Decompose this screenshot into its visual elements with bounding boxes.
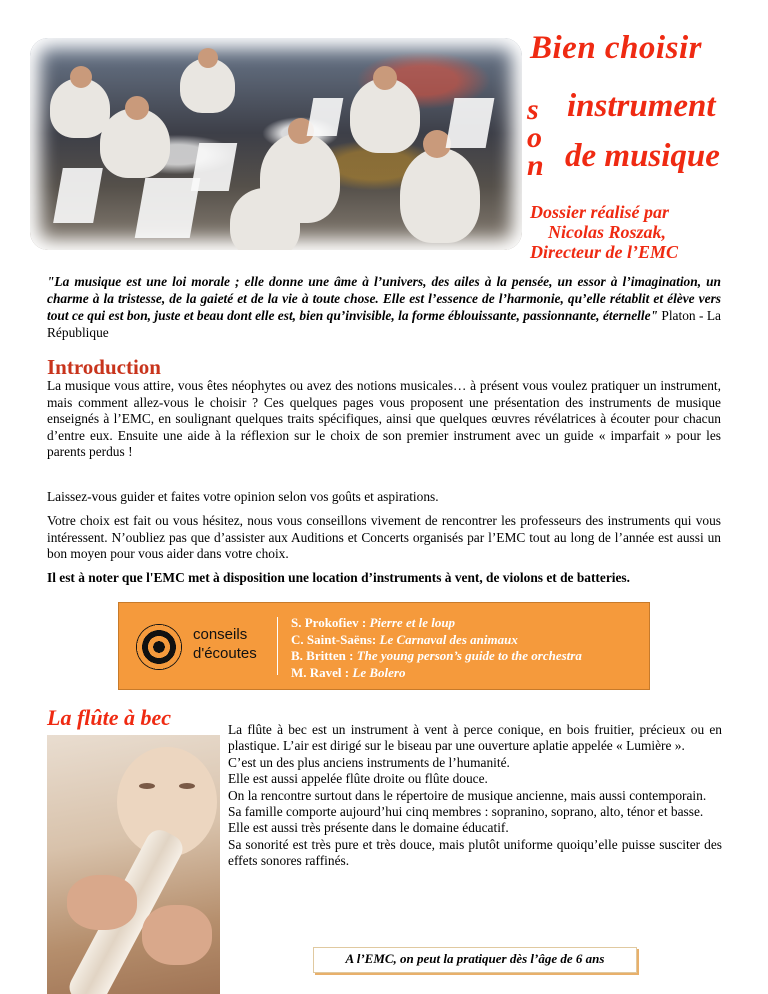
introduction-heading: Introduction [47,355,161,379]
label-line-1: conseils [193,626,248,643]
intro-paragraph-3: Votre choix est fait ou vous hésitez, nous vous conseillons vivement de rencontrer les professeurs des instruments qui vous intéressent. N’oubliez pas que d’assister aux Auditions et Concerts organisés par l’EMC tout au long de l’année est aussi un bon moyen pour vous aider dans votre choix. [47,513,721,561]
intro-paragraph-4: Il est à noter que l'EMC met à disposition une location d’instruments à vent, de violons et de batteries. [47,570,630,585]
byline-3: Directeur de l’EMC [530,242,678,262]
platon-quote [47,273,721,341]
flute-paragraph: Sa famille comporte aujourd’hui cinq membres : sopranino, soprano, alto, ténor et basse. [228,804,704,820]
work-title: Le Bolero [352,664,406,680]
divider [277,617,278,675]
flute-paragraph: Elle est aussi appelée flûte droite ou flûte douce. [228,771,488,787]
work-title: Le Carnaval des animaux [379,631,518,647]
list-item [291,615,582,632]
flute-paragraph: C’est un des plus anciens instruments de l’humanité. [228,754,510,770]
quote-source: Platon - La République [47,308,721,340]
work-title: Pierre et le loup [369,615,456,630]
listening-advice-box [118,602,650,690]
quote-text: "La musique est une loi morale ; elle donne une âme à l’univers, des ailes à la pensée, un essor à l’imagination, un charme à la tristesse, de la gaieté et de la vie à toute chose. Elle est l’essence de l’harmonie, qu’elle rétablit et élève vers tout ce qui est bon, juste et beau dont elle est, bien qu’invisible, la forme éblouissante, passionnante, éternelle" [47,274,721,323]
title-line-3: de musique [565,138,720,174]
work-title: The young person’s guide to the orchestra [356,648,582,663]
intro-paragraph-2: Laissez-vous guider et faites votre opinion selon vos goûts et aspirations. [47,489,439,504]
flute-paragraph: Sa sonorité est très pure et très douce, mais plutôt uniforme quoiqu’elle puisse susciter des effets sonores raffinés. [228,836,722,869]
flute-description [228,722,722,870]
composer: B. Britten : [291,648,357,663]
list-item [291,665,582,682]
flute-heading: La flûte à bec [47,705,172,730]
flute-paragraph: La flûte à bec est un instrument à vent à perce conique, en bois fruitier, précieux ou en plastique. L’air est dirigé sur le biseau par une ouverture aplatie appelée « Lumière ». [228,722,722,754]
byline-1: Dossier réalisé par [530,202,669,222]
son-letter-n: n [527,149,544,182]
composer: M. Ravel : [291,664,353,680]
son-letter-s: s [527,93,539,126]
title-son [527,93,547,182]
target-icon [136,624,182,670]
son-letter-o: o [527,121,542,154]
composer: C. Saint-Saëns: [291,631,380,647]
list-item [291,632,582,649]
title-line-2: instrument [567,88,716,124]
listening-advice-label [193,625,277,663]
age-note: A l’EMC, on peut la pratiquer dès l’âge de 6 ans [313,947,637,973]
flute-paragraph: Elle est aussi très présente dans le domaine éducatif. [228,820,509,836]
list-item [291,648,582,665]
intro-paragraph-1: La musique vous attire, vous êtes néophytes ou avez des notions musicales… à présent vous voulez pratiquer un instrument, mais comment allez-vous le choisir ? Ces quelques pages vous proposent une présentation des instruments de musique enseignés à l’EMC, en soulignant quelques traits spécifiques, ainsi que quelques œuvres révélatrices à écouter pour chacun d’entre eux. Ensuite une aide à la réflexion sur le choix de son premier instrument avec un guide « imparfait » pour les parents perdus ! [47,378,721,459]
byline-2: Nicolas Roszak, [548,222,667,242]
listening-list [291,615,582,681]
recorder-photo [47,735,220,994]
composer: S. Prokofiev : [291,615,370,630]
flute-paragraph: On la rencontre surtout dans le répertoire de musique ancienne, mais aussi contemporain. [228,787,707,803]
orchestra-photo [30,38,522,250]
label-line-2: d'écoutes [193,645,257,662]
title-line-1: Bien choisir [530,30,702,66]
